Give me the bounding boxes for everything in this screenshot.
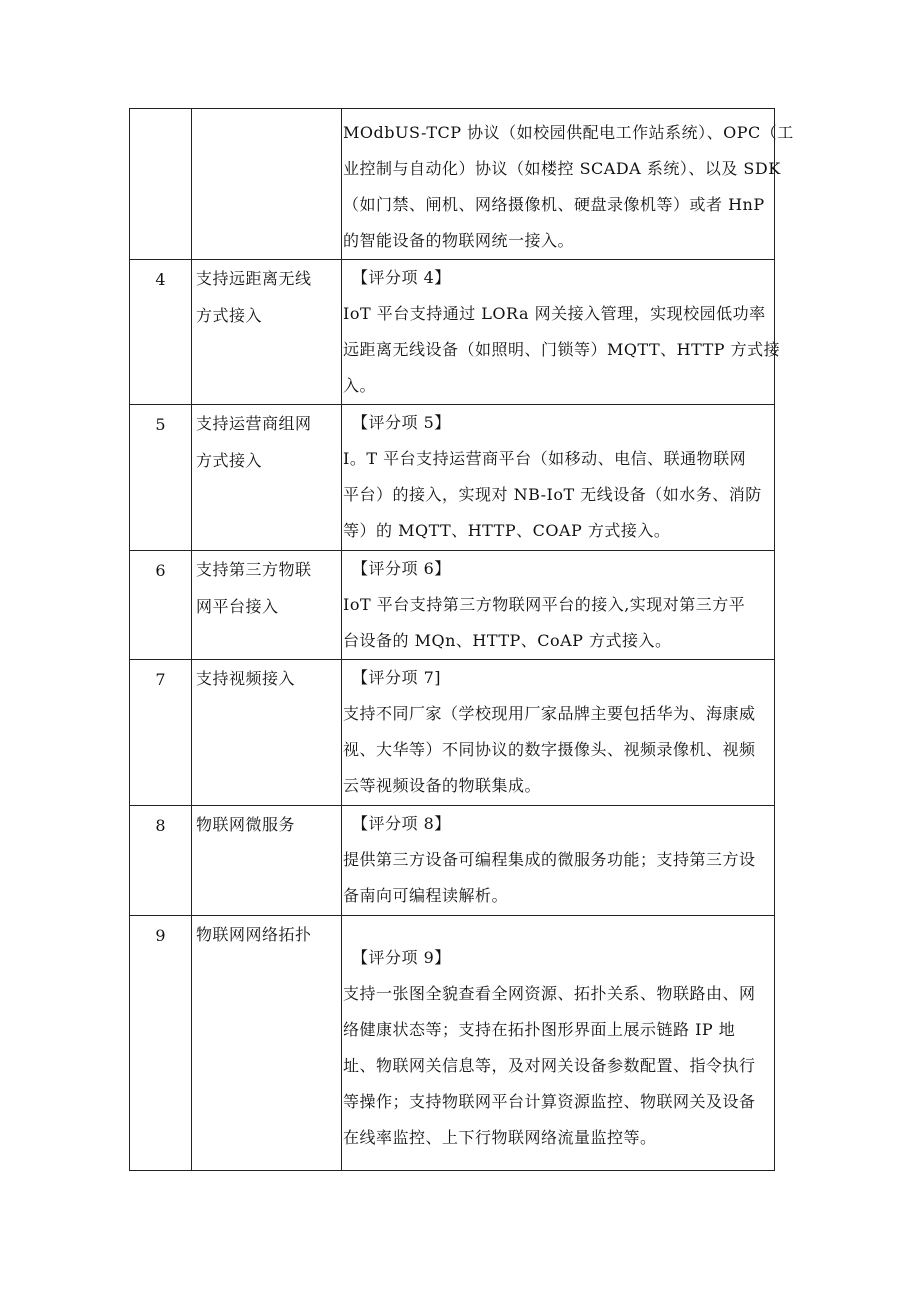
description-cell (342, 109, 794, 260)
row-number-cell: 4 (130, 260, 192, 405)
table-row (130, 916, 775, 1171)
description-line: I。T 平台支持运营商平台（如移动、电信、联通物联网 (343, 449, 747, 468)
feature-name-cell (192, 916, 342, 1171)
description-line: 提供第三方设备可编程集成的微服务功能；支持第三方设 (343, 850, 756, 869)
description-line: 络健康状态等；支持在拓扑图形界面上展示链路 IP 地 (343, 1020, 736, 1039)
feature-name-cell (192, 109, 342, 260)
feature-name-line: 支持视频接入 (196, 669, 296, 688)
feature-name-cell (192, 551, 342, 660)
description-line: IoT 平台支持通过 LORa 网关接入管理，实现校园低功率 (343, 304, 766, 323)
description-cell (342, 260, 781, 405)
table-row (130, 551, 775, 660)
description-line: 址、物联网关信息等，及对网关设备参数配置、指令执行 (343, 1056, 756, 1075)
description-line: 平台）的接入，实现对 NB-IoT 无线设备（如水务、消防 (343, 485, 762, 504)
feature-name-cell (192, 806, 342, 916)
table-row (130, 806, 775, 916)
description-line: 云等视频设备的物联集成。 (343, 776, 542, 795)
score-item-label: 【评分项 8】 (352, 814, 451, 833)
description-line: 台设备的 MQn、HTTP、CoAP 方式接入。 (343, 631, 672, 650)
score-item-label: 【评分项 6】 (352, 559, 451, 578)
description-line: 入。 (343, 376, 377, 395)
score-item-label: 【评分项 7] (352, 668, 442, 687)
feature-name-line: 支持远距离无线 (196, 269, 312, 288)
description-line: 远距离无线设备（如照明、门锁等）MQTT、HTTP 方式接 (343, 340, 781, 359)
description-line: 等）的 MQTT、HTTP、COAP 方式接入。 (343, 521, 671, 540)
feature-name-cell (192, 660, 342, 806)
score-item-label: 【评分项 5】 (352, 413, 451, 432)
description-line: （如门禁、闸机、网络摄像机、硬盘录像机等）或者 HnP (343, 195, 765, 214)
feature-name-line: 支持第三方物联 (196, 560, 312, 579)
description-cell (342, 660, 775, 806)
description-line: 视、大华等）不同协议的数字摄像头、视频录像机、视频 (343, 740, 756, 759)
row-number-cell: 6 (130, 551, 192, 660)
feature-name-line: 网平台接入 (196, 597, 279, 616)
requirements-table (129, 108, 794, 1171)
feature-name-line: 支持运营商组网 (196, 414, 312, 433)
row-number-cell (130, 109, 192, 260)
description-line: 等操作；支持物联网平台计算资源监控、物联网关及设备 (343, 1092, 756, 1111)
description-line: 支持不同厂家（学校现用厂家品牌主要包括华为、海康威 (343, 704, 756, 723)
description-line: 在线率监控、上下行物联网络流量监控等。 (343, 1128, 657, 1147)
row-number-cell: 8 (130, 806, 192, 916)
description-cell (342, 405, 775, 551)
feature-name-line: 物联网网络拓扑 (196, 925, 312, 944)
table-row (130, 405, 775, 551)
description-line: MOdbUS-TCP 协议（如校园供配电工作站系统）、OPC（工 (343, 123, 794, 142)
description-cell (342, 551, 775, 660)
description-line: 备南向可编程读解析。 (343, 886, 509, 905)
score-item-label: 【评分项 9】 (352, 948, 451, 967)
description-line: IoT 平台支持第三方物联网平台的接入,实现对第三方平 (343, 595, 746, 614)
feature-name-cell (192, 405, 342, 551)
description-line: 的智能设备的物联网统一接入。 (343, 231, 575, 250)
description-line: 业控制与自动化）协议（如楼控 SCADA 系统）、以及 SDK (343, 159, 781, 178)
row-number-cell: 7 (130, 660, 192, 806)
score-item-label: 【评分项 4】 (352, 268, 451, 287)
table-row (130, 260, 775, 405)
feature-name-line: 方式接入 (196, 451, 263, 470)
description-cell (342, 916, 775, 1171)
feature-name-line: 方式接入 (196, 306, 263, 325)
feature-name-line: 物联网微服务 (196, 815, 296, 834)
description-cell (342, 806, 775, 916)
table-row (130, 109, 775, 260)
feature-name-cell (192, 260, 342, 405)
row-number-cell: 9 (130, 916, 192, 1171)
description-line: 支持一张图全貌查看全网资源、拓扑关系、物联路由、网 (343, 984, 756, 1003)
table-row (130, 660, 775, 806)
row-number-cell: 5 (130, 405, 192, 551)
